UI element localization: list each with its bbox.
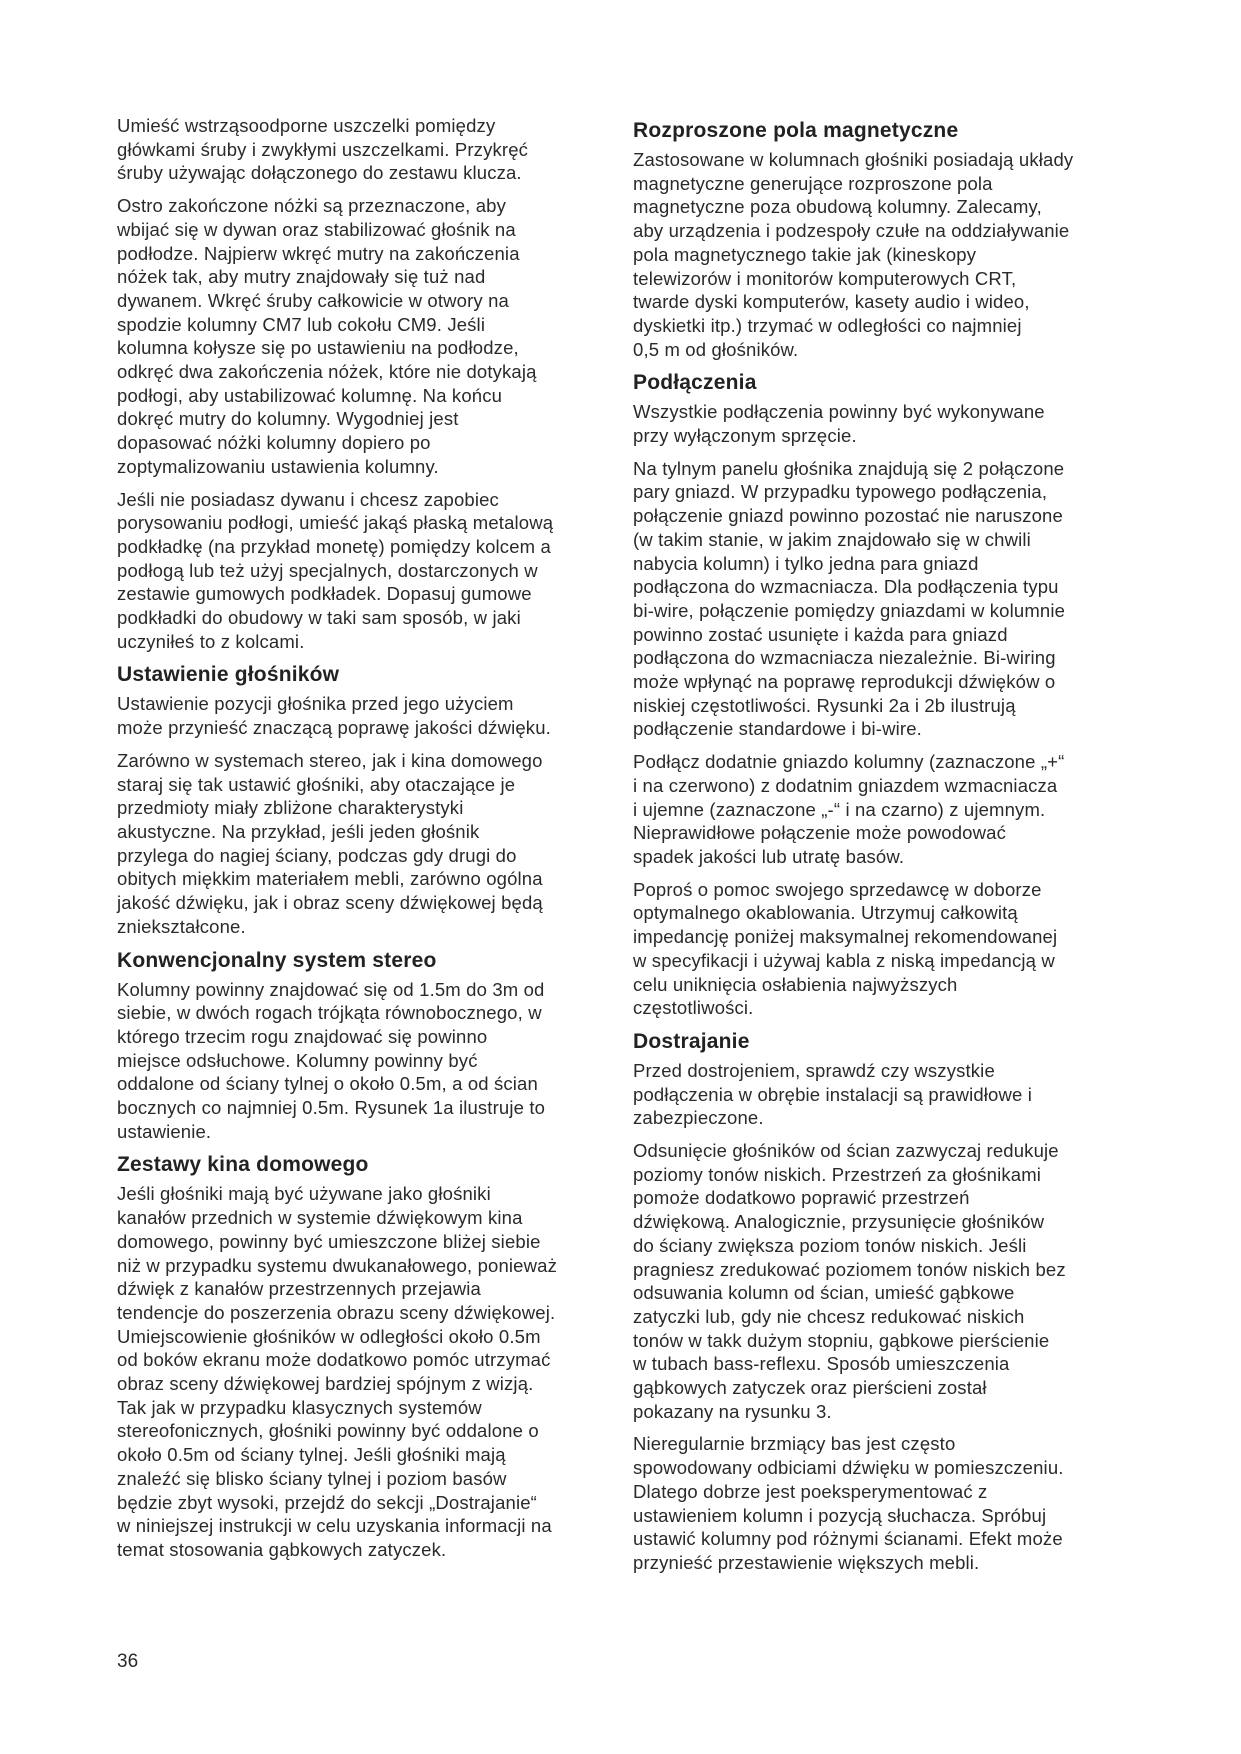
text-line: podłączenie standardowe i bi-wire. bbox=[633, 718, 922, 740]
text-line: połączenie gniazd powinno pozostać nie naruszone bbox=[633, 505, 1063, 527]
text-line: do ściany zwiększa poziom tonów niskich. Jeśli bbox=[633, 1234, 1027, 1256]
text-line: podłogą lub też użyj specjalnych, dostarczonych w bbox=[117, 559, 538, 581]
text-line: bocznych co najmniej 0.5m. Rysunek 1a ilustruje to bbox=[117, 1097, 546, 1119]
text-line: pary gniazd. W przypadku typowego podłączenia, bbox=[633, 481, 1048, 503]
text-line: porysowaniu podłogi, umieść jakąś płaską metalową bbox=[117, 512, 554, 534]
paragraph bbox=[633, 148, 1133, 361]
text-line: przedmioty miały zbliżone charakterystyki bbox=[117, 797, 464, 819]
text-line: tendencje do poszerzenia obrazu sceny dźwiękowej. bbox=[117, 1301, 556, 1323]
text-line: domowego, powinny być umieszczone bliżej siebie bbox=[117, 1230, 541, 1252]
text-line: którego trzecim rogu znajdować się powinno bbox=[117, 1025, 488, 1047]
text-line: telewizorów i monitorów komputerowych CRT, bbox=[633, 267, 1017, 289]
text-line: w specyfikacji i używaj kabla z niską impedancją w bbox=[633, 949, 1055, 971]
text-line: impedancję poniżej maksymalnej rekomendowanej bbox=[633, 926, 1058, 948]
text-line: bi-wire, połączenie pomiędzy gniazdami w kolumnie bbox=[633, 599, 1066, 621]
text-line: dokręć mutry do kolumny. Wygodniej jest bbox=[117, 408, 459, 430]
text-line: podłączona do wzmacniacza niezależnie. Bi-wiring bbox=[633, 647, 1056, 669]
text-line: uczyniłeś to z kolcami. bbox=[117, 630, 305, 652]
text-line: od boków ekranu może dodatkowo pomóc utrzymać bbox=[117, 1349, 551, 1371]
text-line: zestawie gumowych podkładek. Dopasuj gumowe bbox=[117, 583, 532, 605]
text-line: przylega do nagiej ściany, podczas gdy drugi do bbox=[117, 844, 517, 866]
text-line: i na czerwono) z dodatnim gniazdem wzmacniacza bbox=[633, 774, 1058, 796]
text-line: przynieść przestawienie większych mebli. bbox=[633, 1551, 980, 1573]
paragraph bbox=[117, 488, 587, 654]
text-line: podłączona do wzmacniacza. Dla podłączenia typu bbox=[633, 576, 1059, 598]
text-line: niż w przypadku systemu dwukanałowego, ponieważ bbox=[117, 1254, 557, 1276]
text-line: jakość dźwięku, jak i obraz sceny dźwiękowej będą bbox=[117, 892, 543, 914]
section-heading: Zestawy kina domowego bbox=[117, 1153, 369, 1177]
text-line: zabezpieczone. bbox=[633, 1107, 764, 1129]
text-line: przy wyłączonym sprzęcie. bbox=[633, 425, 857, 447]
paragraph bbox=[633, 750, 1133, 869]
text-line: optymalnego okablowania. Utrzymuj całkowitą bbox=[633, 902, 1018, 924]
text-line: Ustawienie pozycji głośnika przed jego użyciem bbox=[117, 693, 514, 715]
text-line: Tak jak w przypadku klasycznych systemów bbox=[117, 1396, 482, 1418]
text-line: temat stosowania gąbkowych zatyczek. bbox=[117, 1538, 447, 1560]
text-line: Kolumny powinny znajdować się od 1.5m do 3m od bbox=[117, 978, 545, 1000]
text-line: nóżek tak, aby mutry znajdowały się tuż nad bbox=[117, 266, 486, 288]
text-line: Umiejscowienie głośników w odległości około 0.5m bbox=[117, 1325, 541, 1347]
text-line: kolumna kołysze się po ustawieniu na podłodze, bbox=[117, 337, 519, 359]
text-line: ustawienie. bbox=[117, 1120, 212, 1142]
paragraph bbox=[117, 978, 587, 1144]
text-line: dźwiękową. Analogicznie, przysunięcie głośników bbox=[633, 1211, 1045, 1233]
text-line: dyskietki itp.) trzymać w odległości co najmniej bbox=[633, 314, 1022, 336]
text-line: odkręć dwa zakończenia nóżek, które nie dotykają bbox=[117, 361, 537, 383]
text-line: częstotliwości. bbox=[633, 997, 754, 1019]
text-line: podłogi, aby ustabilizować kolumnę. Na końcu bbox=[117, 384, 503, 406]
paragraph bbox=[117, 114, 587, 185]
text-line: Przed dostrojeniem, sprawdź czy wszystkie bbox=[633, 1059, 995, 1081]
section-heading: Podłączenia bbox=[633, 371, 757, 395]
text-line: może przynieść znaczącą poprawę jakości dźwięku. bbox=[117, 717, 551, 739]
text-line: w niniejszej instrukcji w celu uzyskania informacji na bbox=[117, 1515, 552, 1537]
text-line: Umieść wstrząsoodporne uszczelki pomiędzy bbox=[117, 115, 496, 136]
text-line: powinno zostać usunięte i każda para gniazd bbox=[633, 623, 1008, 645]
text-line: oddalone od ściany tylnej o około 0.5m, a od ścian bbox=[117, 1073, 538, 1095]
paragraph bbox=[117, 692, 587, 739]
paragraph bbox=[633, 400, 1133, 447]
text-line: główkami śruby i zwykłymi uszczelkami. Przykręć bbox=[117, 138, 529, 160]
text-line: wbijać się w dywan oraz stabilizować głośnik na bbox=[117, 218, 516, 240]
text-line: dywanem. Wkręć śruby całkowicie w otwory na bbox=[117, 289, 509, 311]
text-line: dopasować nóżki kolumny dopiero po bbox=[117, 432, 431, 454]
paragraph bbox=[633, 1139, 1133, 1423]
text-line: i ujemne (zaznaczone „-“ i na czarno) z ujemnym. bbox=[633, 798, 1046, 820]
text-line: niskiej częstotliwości. Rysunki 2a i 2b ilustrują bbox=[633, 694, 1016, 716]
text-line: celu uniknięcia osłabienia najwyższych bbox=[633, 973, 958, 995]
text-line: dźwięk z kanałów przestrzennych przejawia bbox=[117, 1278, 481, 1300]
text-line: Zarówno w systemach stereo, jak i kina domowego bbox=[117, 749, 543, 771]
text-line: akustyczne. Na przykład, jeśli jeden głośnik bbox=[117, 820, 480, 842]
paragraph bbox=[117, 194, 587, 478]
text-line: pola magnetycznego takie jak (kineskopy bbox=[633, 243, 977, 265]
text-line: Jeśli nie posiadasz dywanu i chcesz zapobiec bbox=[117, 488, 499, 510]
paragraph bbox=[633, 1059, 1133, 1130]
text-line: Odsunięcie głośników od ścian zazwyczaj redukuje bbox=[633, 1140, 1059, 1162]
text-line: gąbkowych zatyczek oraz pierścieni został bbox=[633, 1377, 987, 1399]
paragraph bbox=[117, 749, 587, 939]
paragraph bbox=[633, 878, 1133, 1020]
text-line: w tubach bass-reflexu. Sposób umieszczenia bbox=[633, 1353, 1010, 1375]
text-line: spadek jakości lub utratę basów. bbox=[633, 845, 905, 867]
text-line: magnetyczne poza obudową kolumny. Zalecamy, bbox=[633, 196, 1042, 218]
text-line: spowodowany odbiciami dźwięku w pomieszczeniu. bbox=[633, 1457, 1064, 1479]
right-column bbox=[633, 116, 1133, 1584]
text-line: Jeśli głośniki mają być używane jako głośniki bbox=[117, 1183, 491, 1205]
text-line: odsuwania kolumn od ścian, umieść gąbkowe bbox=[633, 1282, 1015, 1304]
text-line: pokazany na rysunku 3. bbox=[633, 1400, 832, 1422]
text-line: znaleźć się blisko ściany tylnej i poziom basów bbox=[117, 1467, 507, 1489]
page-number: 36 bbox=[117, 1651, 139, 1672]
text-line: Na tylnym panelu głośnika znajdują się 2 połączone bbox=[633, 457, 1065, 479]
text-line: stereofonicznych, głośniki powinny być oddalone o bbox=[117, 1420, 539, 1442]
text-line: podłączenia w obrębie instalacji są prawidłowe i bbox=[633, 1083, 1032, 1105]
paragraph bbox=[633, 1432, 1133, 1574]
text-line: zniekształcone. bbox=[117, 915, 246, 937]
left-column bbox=[117, 114, 587, 1571]
text-line: Wszystkie podłączenia powinny być wykonywane bbox=[633, 401, 1045, 423]
text-line: Zastosowane w kolumnach głośniki posiadają układy bbox=[633, 149, 1074, 170]
text-line: podkładki do obudowy w taki sam sposób, w jaki bbox=[117, 607, 521, 629]
paragraph bbox=[633, 457, 1133, 741]
text-line: magnetyczne generujące rozproszone pola bbox=[633, 172, 993, 194]
text-line: pomoże dodatkowo poprawić przestrzeń bbox=[633, 1187, 970, 1209]
text-line: poziomy tonów niskich. Przestrzeń za głośnikami bbox=[633, 1163, 1042, 1185]
text-line: tonów w takk dużym stopniu, gąbkowe pierścienie bbox=[633, 1329, 1050, 1351]
text-line: zoptymalizowaniu ustawienia kolumny. bbox=[117, 455, 439, 477]
text-line: miejsce odsłuchowe. Kolumny powinny być bbox=[117, 1049, 478, 1071]
text-line: podkładkę (na przykład monetę) pomiędzy kolcem a bbox=[117, 535, 551, 557]
text-line: może wpłynąć na poprawę reprodukcji dźwięków o bbox=[633, 671, 1056, 693]
text-line: staraj się tak ustawić głośniki, aby otaczające je bbox=[117, 773, 516, 795]
section-heading: Dostrajanie bbox=[633, 1029, 750, 1053]
text-line: (w takim stanie, w jakim znajdowało się w chwili bbox=[633, 528, 1031, 550]
text-line: aby urządzenia i podzespoły czułe na oddziaływanie bbox=[633, 220, 1070, 242]
text-line: Poproś o pomoc swojego sprzedawcę w doborze bbox=[633, 878, 1042, 900]
text-line: twarde dyski komputerów, kasety audio i wideo, bbox=[633, 291, 1030, 313]
text-line: Nieprawidłowe połączenie może powodować bbox=[633, 822, 1006, 844]
text-line: siebie, w dwóch rogach trójkąta równobocznego, w bbox=[117, 1002, 542, 1024]
section-heading: Ustawienie głośników bbox=[117, 663, 340, 687]
text-line: około 0.5m od ściany tylnej. Jeśli głośniki mają bbox=[117, 1444, 506, 1466]
text-line: będzie zbyt wysoki, przejdź do sekcji „Dostrajanie“ bbox=[117, 1491, 537, 1513]
section-heading: Konwencjonalny system stereo bbox=[117, 948, 437, 972]
text-line: Nieregularnie brzmiący bas jest często bbox=[633, 1433, 956, 1455]
text-line: ustawić kolumny pod różnymi ścianami. Efekt może bbox=[633, 1528, 1063, 1550]
text-line: nabycia kolumn) i tylko jedna para gniazd bbox=[633, 552, 979, 574]
section-heading: Rozproszone pola magnetyczne bbox=[633, 119, 959, 142]
text-line: podłodze. Najpierw wkręć mutry na zakończenia bbox=[117, 242, 520, 264]
text-line: ustawieniem kolumn i pozycją słuchacza. Spróbuj bbox=[633, 1504, 1047, 1526]
text-line: śruby używając dołączonego do zestawu klucza. bbox=[117, 162, 522, 184]
text-line: obitych miękkim materiałem mebli, zarówno ogólna bbox=[117, 868, 543, 890]
text-line: spodzie kolumny CM7 lub cokołu CM9. Jeśli bbox=[117, 313, 486, 335]
text-line: Ostro zakończone nóżki są przeznaczone, aby bbox=[117, 195, 506, 217]
text-line: kanałów przednich w systemie dźwiękowym kina bbox=[117, 1207, 523, 1229]
text-line: zatyczki lub, gdy nie chcesz redukować niskich bbox=[633, 1305, 1025, 1327]
text-line: pragniesz zredukować poziomem tonów niskich bez bbox=[633, 1258, 1066, 1280]
text-line: Podłącz dodatnie gniazdo kolumny (zaznaczone „+“ bbox=[633, 751, 1065, 773]
paragraph bbox=[117, 1182, 587, 1561]
text-line: 0,5 m od głośników. bbox=[633, 338, 799, 360]
text-line: Dlatego dobrze jest poeksperymentować z bbox=[633, 1480, 988, 1502]
text-line: obraz sceny dźwiękowej bardziej spójnym z wizją. bbox=[117, 1373, 534, 1395]
